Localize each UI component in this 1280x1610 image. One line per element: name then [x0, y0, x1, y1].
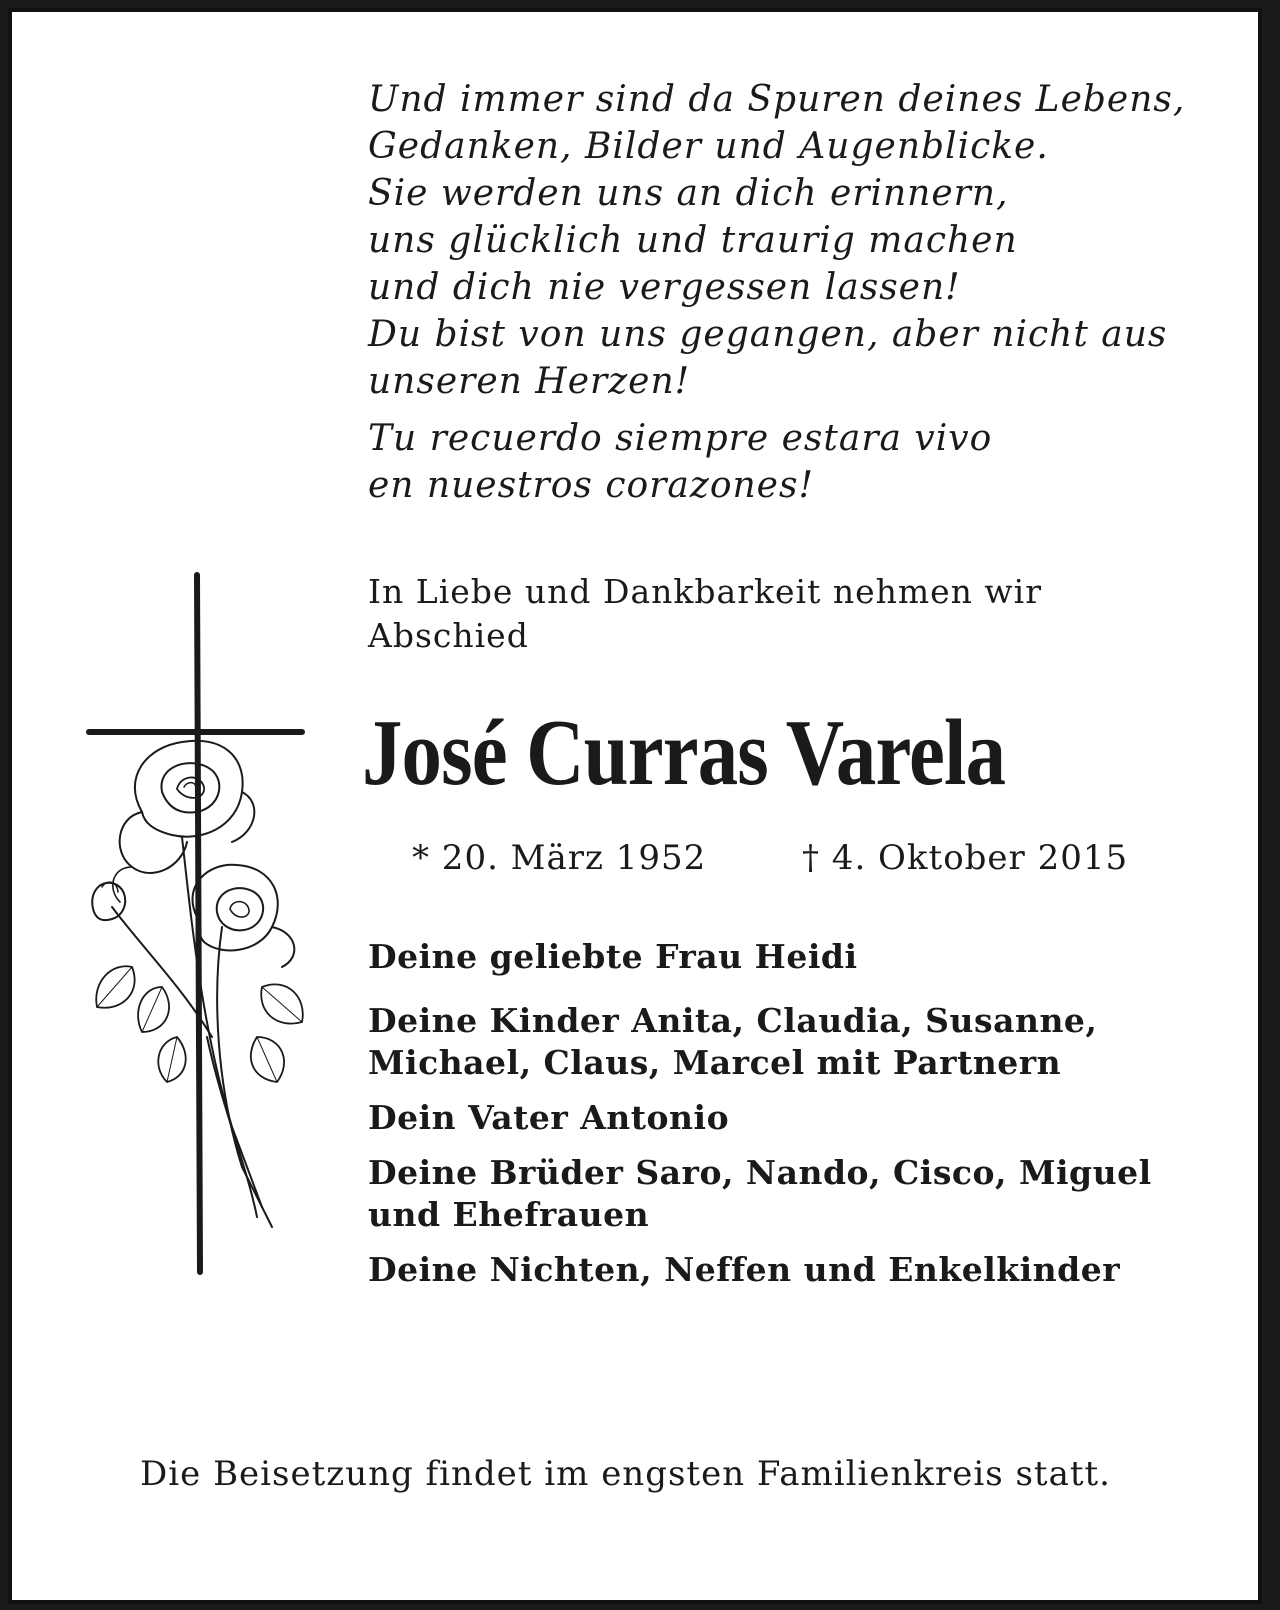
intro-line: Abschied	[368, 616, 529, 655]
mourner-line: Deine Brüder Saro, Nando, Cisco, Miguel	[368, 1153, 1152, 1192]
burial-notice: Die Beisetzung findet im engsten Familienkreis statt.	[140, 1454, 1111, 1494]
birth-date: * 20. März 1952	[412, 838, 707, 878]
mourner-entry	[368, 1249, 1208, 1291]
poem-line-spanish: en nuestros corazones!	[368, 465, 814, 506]
mourner-entry	[368, 1097, 1208, 1139]
poem-line-spanish: Tu recuerdo siempre estara vivo	[368, 418, 993, 459]
poem-line: Sie werden uns an dich erinnern,	[368, 173, 1009, 214]
deceased-name: José Curras Varela	[362, 701, 1006, 805]
mourner-line: Michael, Claus, Marcel mit Partnern	[368, 1043, 1062, 1082]
intro-line: In Liebe und Dankbarkeit nehmen wir	[368, 572, 1043, 611]
cross-with-roses-icon	[72, 567, 322, 1287]
mourner-entry	[368, 936, 1208, 978]
poem-line: Du bist von uns gegangen, aber nicht aus	[368, 314, 1168, 355]
mourner-line: Dein Vater Antonio	[368, 1098, 730, 1137]
mourner-line: Deine geliebte Frau Heidi	[368, 937, 858, 976]
mourner-line: Deine Nichten, Neffen und Enkelkinder	[368, 1250, 1121, 1289]
farewell-intro	[368, 570, 1204, 658]
death-date: † 4. Oktober 2015	[802, 838, 1129, 878]
poem-line: unseren Herzen!	[368, 361, 691, 402]
mourner-line: Deine Kinder Anita, Claudia, Susanne,	[368, 1001, 1098, 1040]
poem-line: uns glücklich und traurig machen	[368, 220, 1018, 261]
mourner-entry	[368, 1000, 1208, 1084]
mourners-list	[368, 936, 1208, 1304]
poem-line: Gedanken, Bilder und Augenblicke.	[368, 126, 1049, 167]
memorial-poem	[368, 76, 1188, 509]
mourner-entry	[368, 1152, 1208, 1236]
mourner-line: und Ehefrauen	[368, 1195, 650, 1234]
obituary-notice	[8, 8, 1262, 1604]
poem-line: Und immer sind da Spuren deines Lebens,	[368, 79, 1186, 120]
poem-line: und dich nie vergessen lassen!	[368, 267, 961, 308]
